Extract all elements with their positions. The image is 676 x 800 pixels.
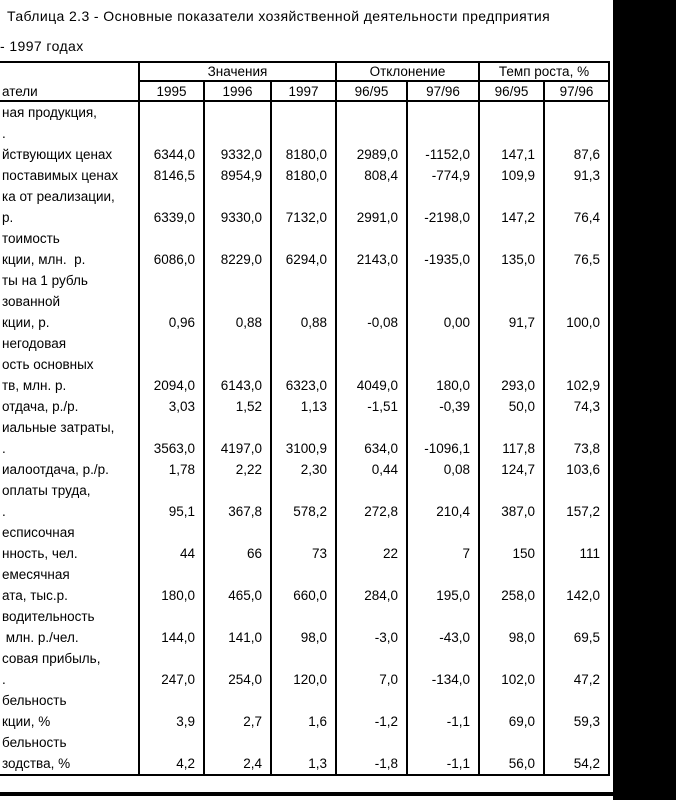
cell-value: -1152,0: [408, 144, 480, 165]
cell-value: 7,0: [337, 648, 408, 690]
cell-value: 120,0: [272, 648, 337, 690]
header-rate-96-95: 96/95: [480, 82, 545, 100]
cell-value: -1096,1: [408, 417, 480, 459]
header-indicators: атели: [0, 63, 140, 100]
cell-value: -0,08: [337, 270, 408, 333]
cell-value: 6086,0: [140, 228, 205, 270]
row-label-line: иальные затраты,: [2, 420, 115, 435]
table-caption-line1: Таблица 2.3 - Основные показатели хозяйственной деятельности предприятия: [7, 8, 551, 24]
cell-value: [408, 102, 480, 144]
row-label: [0, 564, 140, 606]
header-rate-97-96: 97/96: [559, 83, 594, 99]
cell-value: -1935,0: [408, 228, 480, 270]
cell-value: 808,4: [337, 165, 408, 186]
cell-value: 2,30: [272, 459, 337, 480]
table-row: [0, 228, 608, 270]
row-label-line: тв, млн. р.: [2, 378, 67, 393]
cell-value: 2,4: [205, 732, 272, 774]
header-group-growth-rate: Темп роста, %: [480, 63, 608, 82]
row-label: [0, 459, 140, 480]
cell-value: 56,0: [480, 732, 545, 774]
cell-value: 2143,0: [337, 228, 408, 270]
cell-value: -1,8: [337, 732, 408, 774]
cell-value: 2094,0: [140, 333, 205, 396]
cell-value: 3,9: [140, 690, 205, 732]
cell-value: 3,03: [140, 396, 205, 417]
row-label: [0, 417, 140, 459]
cell-value: 6344,0: [140, 144, 205, 165]
indicators-table: [0, 61, 610, 776]
row-label-line: нность, чел.: [2, 546, 78, 561]
table-row: [0, 606, 608, 648]
cell-value: [272, 102, 337, 144]
cell-value: 1,13: [272, 396, 337, 417]
cell-value: 102,0: [480, 648, 545, 690]
row-label-line: поставимых ценах: [2, 168, 119, 183]
row-label-line: бельность: [2, 693, 67, 708]
cell-value: 272,8: [337, 480, 408, 522]
row-label-line: водительность: [2, 609, 95, 624]
cell-value: 0,96: [140, 270, 205, 333]
cell-value: 8180,0: [272, 144, 337, 165]
header-group-deviation: Отклонение: [337, 63, 480, 82]
cell-value: 9332,0: [205, 144, 272, 165]
table-row: [0, 480, 608, 522]
row-label: [0, 333, 140, 396]
row-label-line: ость основных: [2, 357, 94, 372]
cell-value: 54,2: [573, 756, 600, 771]
row-label: [0, 396, 140, 417]
header-dev-96-95: 96/95: [337, 82, 408, 100]
row-label-line: негодовая: [2, 336, 67, 351]
table-row: [0, 165, 608, 186]
cell-value: 465,0: [205, 564, 272, 606]
header-dev-97-96: 97/96: [408, 82, 480, 100]
bottom-border-line: [0, 792, 613, 796]
cell-value: 98,0: [272, 606, 337, 648]
table-body: [0, 102, 608, 774]
cell-value: 95,1: [140, 480, 205, 522]
row-label: [0, 732, 140, 774]
cell-value: 3563,0: [140, 417, 205, 459]
cell-value: 8229,0: [205, 228, 272, 270]
cell-value: 6323,0: [272, 333, 337, 396]
cell-value: 111: [579, 546, 600, 561]
cell-value: 76,5: [573, 252, 600, 267]
cell-value: 1,3: [272, 732, 337, 774]
cell-value: [337, 102, 408, 144]
cell-value: 7: [408, 522, 480, 564]
cell-value: 0,08: [408, 459, 480, 480]
cell-value: 284,0: [337, 564, 408, 606]
cell-value: 4,2: [140, 732, 205, 774]
row-label: [0, 144, 140, 165]
cell-value: 578,2: [272, 480, 337, 522]
cell-value: 98,0: [480, 606, 545, 648]
cell-value: 258,0: [480, 564, 545, 606]
row-label: [0, 480, 140, 522]
cell-value: 150: [480, 522, 545, 564]
cell-value: 3100,9: [272, 417, 337, 459]
row-label: [0, 648, 140, 690]
cell-value: 59,3: [573, 714, 600, 729]
cell-value: 147,2: [480, 186, 545, 228]
row-label-line: ная продукция,: [2, 105, 97, 120]
cell-value: 87,6: [573, 147, 600, 162]
row-label-line: .: [2, 126, 6, 141]
cell-value: [480, 102, 545, 144]
cell-value: -774,9: [408, 165, 480, 186]
cell-value: [140, 102, 205, 144]
cell-value: 0,88: [205, 270, 272, 333]
cell-value: 144,0: [140, 606, 205, 648]
cell-value: -1,1: [408, 732, 480, 774]
cell-value: 4049,0: [337, 333, 408, 396]
cell-value: 73: [272, 522, 337, 564]
cell-value: 0,00: [408, 270, 480, 333]
table-row: [0, 459, 608, 480]
cell-value: 135,0: [480, 228, 545, 270]
cell-value: [205, 102, 272, 144]
cell-value: 1,78: [140, 459, 205, 480]
row-label-line: кции, %: [2, 714, 51, 729]
cell-value: 634,0: [337, 417, 408, 459]
header-group-values: Значения: [140, 63, 337, 82]
cell-value: 103,6: [566, 462, 600, 477]
row-label-line: зодства, %: [2, 756, 71, 771]
row-label: [0, 102, 140, 144]
row-label-line: ты на 1 рубль: [2, 273, 88, 288]
row-label-line: ка от реализации,: [2, 189, 115, 204]
cell-value: -43,0: [408, 606, 480, 648]
table-row: [0, 690, 608, 732]
right-black-region: [613, 0, 676, 800]
row-label-line: бельность: [2, 735, 67, 750]
table-row: [0, 732, 608, 774]
cell-value: 66: [205, 522, 272, 564]
cell-value: -1,2: [337, 690, 408, 732]
row-label-line: емесячная: [2, 567, 70, 582]
cell-value: 180,0: [140, 564, 205, 606]
row-label-line: млн. р./чел.: [2, 630, 79, 645]
table-row: [0, 270, 608, 333]
cell-value: 91,3: [573, 168, 600, 183]
row-label: [0, 270, 140, 333]
cell-value: -134,0: [408, 648, 480, 690]
row-label: [0, 228, 140, 270]
cell-value: 1,6: [272, 690, 337, 732]
row-label: [0, 690, 140, 732]
cell-value: 2989,0: [337, 144, 408, 165]
row-label-line: совая прибыль,: [2, 651, 101, 666]
cell-value: -1,51: [337, 396, 408, 417]
header-year-1997: 1997: [272, 82, 337, 100]
row-label-line: оплаты труда,: [2, 483, 91, 498]
cell-value: 210,4: [408, 480, 480, 522]
cell-value: 100,0: [566, 315, 600, 330]
table-row: [0, 186, 608, 228]
cell-value: -0,39: [408, 396, 480, 417]
cell-value: 367,8: [205, 480, 272, 522]
cell-value: 2,7: [205, 690, 272, 732]
cell-value: 247,0: [140, 648, 205, 690]
table-row: [0, 396, 608, 417]
cell-value: 6143,0: [205, 333, 272, 396]
header-year-1995: 1995: [140, 82, 205, 100]
cell-value: 44: [140, 522, 205, 564]
cell-value: 0,88: [272, 270, 337, 333]
row-label-line: р.: [2, 210, 14, 225]
cell-value: 117,8: [480, 417, 545, 459]
cell-value: 8954,9: [205, 165, 272, 186]
row-label-line: ата, тыс.р.: [2, 588, 68, 603]
row-label: [0, 186, 140, 228]
row-label: [0, 165, 140, 186]
table-row: [0, 522, 608, 564]
cell-value: 73,8: [573, 441, 600, 456]
table-row: [0, 144, 608, 165]
cell-value: 7132,0: [272, 186, 337, 228]
cell-value: 102,9: [566, 378, 600, 393]
row-label-line: кции, р.: [2, 315, 50, 330]
cell-value: 8146,5: [140, 165, 205, 186]
table-row: [0, 564, 608, 606]
cell-value: 157,2: [566, 504, 600, 519]
cell-value: 76,4: [573, 210, 600, 225]
cell-value: -3,0: [337, 606, 408, 648]
cell-value: 22: [337, 522, 408, 564]
row-label-line: .: [2, 672, 6, 687]
row-label: [0, 522, 140, 564]
cell-value: 91,7: [480, 270, 545, 333]
cell-value: -2198,0: [408, 186, 480, 228]
cell-value: 142,0: [566, 588, 600, 603]
cell-value: 8180,0: [272, 165, 337, 186]
header-year-1996: 1996: [205, 82, 272, 100]
table-row: [0, 417, 608, 459]
row-label-line: .: [2, 504, 6, 519]
cell-value: 2,22: [205, 459, 272, 480]
cell-value: 141,0: [205, 606, 272, 648]
row-label-line: зованной: [2, 294, 61, 309]
table-row: [0, 333, 608, 396]
cell-value: 6294,0: [272, 228, 337, 270]
cell-value: 254,0: [205, 648, 272, 690]
cell-value: 0,44: [337, 459, 408, 480]
cell-value: 195,0: [408, 564, 480, 606]
cell-value: [545, 102, 608, 144]
row-label-line: тоимость: [2, 231, 60, 246]
cell-value: 387,0: [480, 480, 545, 522]
row-label-line: кции, млн. р.: [2, 252, 86, 267]
table-caption-line2: - 1997 годах: [0, 38, 84, 54]
cell-value: 1,52: [205, 396, 272, 417]
cell-value: 2991,0: [337, 186, 408, 228]
cell-value: 69,0: [480, 690, 545, 732]
row-label: [0, 606, 140, 648]
cell-value: 74,3: [573, 399, 600, 414]
cell-value: 180,0: [408, 333, 480, 396]
cell-value: -1,1: [408, 690, 480, 732]
cell-value: 147,1: [480, 144, 545, 165]
row-label-line: иалоотдача, р./р.: [2, 462, 109, 477]
table-header: [0, 63, 608, 102]
cell-value: 69,5: [573, 630, 600, 645]
cell-value: 47,2: [573, 672, 600, 687]
cell-value: 9330,0: [205, 186, 272, 228]
cell-value: 50,0: [480, 396, 545, 417]
cell-value: 109,9: [480, 165, 545, 186]
row-label-line: есписочная: [2, 525, 75, 540]
cell-value: 660,0: [272, 564, 337, 606]
row-label-line: йствующих ценах: [2, 147, 113, 162]
row-label-line: отдача, р./р.: [2, 399, 79, 414]
cell-value: 4197,0: [205, 417, 272, 459]
cell-value: 293,0: [480, 333, 545, 396]
row-label-line: .: [2, 441, 6, 456]
cell-value: 124,7: [480, 459, 545, 480]
table-row: [0, 648, 608, 690]
table-row: [0, 102, 608, 144]
cell-value: 6339,0: [140, 186, 205, 228]
